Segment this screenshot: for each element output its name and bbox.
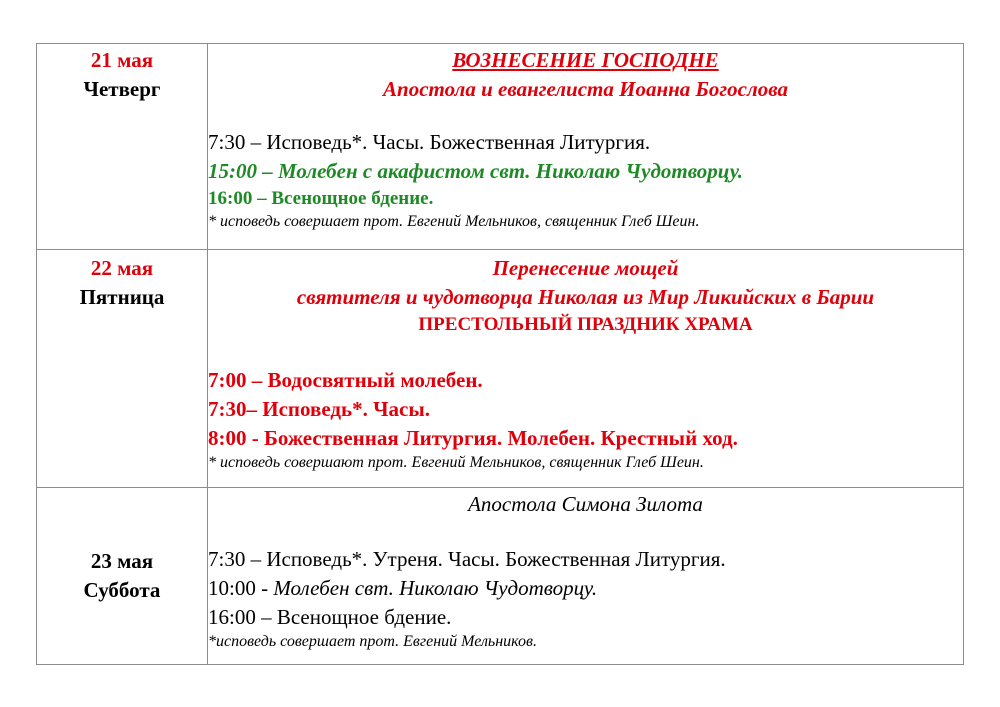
schedule-row-may-23 xyxy=(37,488,964,665)
date-label: 22 мая xyxy=(90,256,154,280)
confession-note: * исповедь совершают прот. Евгений Мельников, священник Глеб Шеин. xyxy=(208,454,704,471)
feast-title: ВОЗНЕСЕНИЕ ГОСПОДНЕ xyxy=(452,48,719,72)
weekday-label: Пятница xyxy=(79,285,165,309)
schedule-row-may-21 xyxy=(37,44,964,250)
confession-note: *исповедь совершает прот. Евгений Мельников. xyxy=(208,633,537,650)
day-cell xyxy=(37,488,208,665)
content-cell xyxy=(208,488,964,665)
confession-note: * исповедь совершает прот. Евгений Мельников, священник Глеб Шеин. xyxy=(208,213,700,230)
service-line xyxy=(208,574,963,603)
service-line: 15:00 – Молебен с акафистом свт. Николаю Чудотворцу. xyxy=(208,159,743,183)
weekday-label: Суббота xyxy=(83,578,161,602)
feast-line: святителя и чудотворца Николая из Мир Ликийских в Барии xyxy=(296,285,875,309)
feast-line: Перенесение мощей xyxy=(492,256,679,280)
schedule-row-may-22 xyxy=(37,250,964,488)
service-line: 8:00 - Божественная Литургия. Молебен. Крестный ход. xyxy=(208,426,738,450)
day-cell xyxy=(37,250,208,488)
feast-subtitle: Апостола и евангелиста Иоанна Богослова xyxy=(383,77,788,101)
service-text: Молебен свт. Николаю Чудотворцу. xyxy=(273,576,598,600)
service-line: 16:00 – Всенощное бдение. xyxy=(208,605,452,629)
feast-title: Апостола Симона Зилота xyxy=(468,492,703,516)
content-cell xyxy=(208,44,964,250)
date-label: 23 мая xyxy=(90,549,154,573)
patronal-feast: ПРЕСТОЛЬНЫЙ ПРАЗДНИК ХРАМА xyxy=(418,314,753,335)
weekday-label: Четверг xyxy=(83,77,161,101)
service-line: 7:30 – Исповедь*. Утреня. Часы. Божественная Литургия. xyxy=(208,547,726,571)
schedule-table xyxy=(36,43,964,665)
service-line: 7:30– Исповедь*. Часы. xyxy=(208,397,430,421)
date-label: 21 мая xyxy=(90,48,154,72)
content-cell xyxy=(208,250,964,488)
service-line: 7:30 – Исповедь*. Часы. Божественная Литургия. xyxy=(208,130,651,154)
service-line: 7:00 – Водосвятный молебен. xyxy=(208,368,483,392)
day-cell xyxy=(37,44,208,250)
service-time: 10:00 - xyxy=(208,576,274,600)
service-line: 16:00 – Всенощное бдение. xyxy=(208,188,434,209)
